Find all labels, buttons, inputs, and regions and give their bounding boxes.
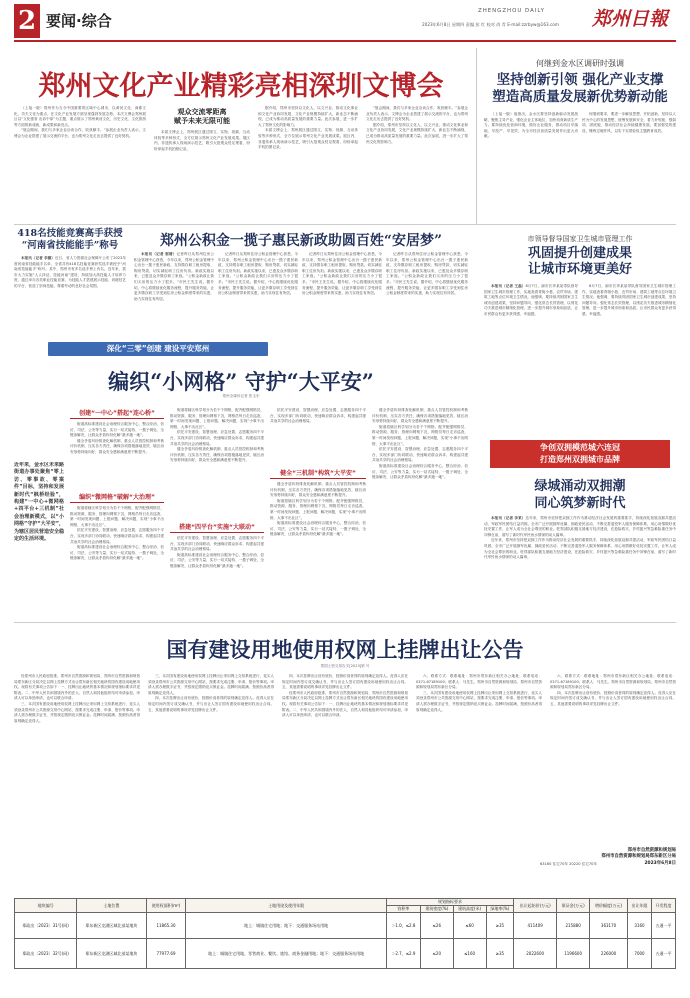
body-text: 健全矛盾纠纷排查化解机制、重点人员管控机制和考核评价机制，压实各方责任，确保各项措施落地见效，辖区治安形势持续向好，群众安全感和满意度不断提升。 街道将辖区科学划分为若干个网格，配齐配强网格员，推动资源、服务、管理向网格下沉，网格员每日走访巡查，第一时间发现问题、上报问题、解决问题，实现“小事不出网格、大事不出社区”。 街道高标准建设社会治理综合服务中心，整合综治、信访、司法、公安等力量，实行一站式接待、一揽子调处、全链条解决，让群众矛盾纠纷化解“最多跑一地”。 [270,482,366,537]
sub-heading: 健全“三机制”构筑“大平安” [270,468,366,479]
article-subtitle: 观众交流零距离 赋予未来无限可能 [174,108,230,125]
term-extra: 住宅70年 [581,862,598,866]
body-text: 记者昨日从郑州住房公积金管理中心获悉，今年以来，郑州公积金管理中心出台一揽子惠民新政，支持缴存职工租房提取、购房贷款，切实减轻职工住房负担。新政实施以来，已惠及众多缴存职工家庭。“公积金新政让我们买房的压力小了很多。”市民王先生说。据介绍，中心将继续优化服务流程，提升服务效能，让更多缴存职工享受到住房公积金制度带来的实惠，助力实现住有所居。 [134,252,214,301]
cell: 郑政出〔2023〕32号(网) [15,939,77,969]
column-divider [476,48,477,224]
article-body-left [484,284,578,438]
article-title: 郑州公积金一揽子惠民新政助圆百姓“安居梦” [159,233,443,249]
section-rule [14,622,676,623]
paper-logo: 郑州日報 [592,8,669,30]
body-text: 6月7日，副市长李某某带队督导国家卫生城市管理工作，实地查看背街小巷、农贸市场、建筑工地等点位环境卫生情况。他强调，要持续巩固国家卫生城市创建成果，坚持问题导向，强化常态长效管理，以绣花功夫推进城市精细化管理，进一步提升城市形象和品质，让市民群众有更多获得感、幸福感。 [582,284,676,316]
article-skills-award [14,228,126,338]
notice-col-4 [416,674,542,894]
article-body-col4 [386,252,468,338]
table-extra-values [540,862,676,867]
section-rule [14,224,676,225]
deposit-extra: 20220 [569,862,581,866]
body-text: 本届文博会上，郑州展区通过图文、实物、视频、互动体验等多种形式，全方位展示郑州文化产业发展成果。展区内，非遗传承人现场演示技艺，吸引大批观众驻足观看，纷纷拿起手机拍照记录。 [154,130,250,151]
body-text: 记者昨日从郑州住房公积金管理中心获悉，今年以来，郑州公积金管理中心出台一揽子惠民新政，支持缴存职工租房提取、购房贷款，切实减轻职工住房负担。新政实施以来，已惠及众多缴存职工家庭。“公积金新政让我们买房的压力小了很多。”市民王先生说。据介绍，中心将继续优化服务流程，提升服务效能，让更多缴存职工享受到住房公积金制度带来的实惠，助力实现住有所居。 [302,252,382,296]
notice-col-3 [282,674,408,894]
article-body-col3 [258,106,358,212]
th-dev: 开发程度 [651,899,675,913]
lead-text: （上接一版）郑州作为当今中国重要的区域中心城市，以黄河文化、商都文化、功夫文化为重点，在文化产业发展方面呈现蓬勃发展态势。本次文博会郑州展区以“文化强省 出彩中原”为主题，重点展示了郑州黄河文化、历史文化、文化旅游等方面的新成就、新成果和新亮点。 [14,106,146,127]
article-health-city [484,230,676,440]
article-title: 巩固提升创建成果 让城市环境更美好 [527,246,632,277]
th-increment: 增价幅度(万元) [590,899,628,913]
body-text: 依托平安建设、智慧治理、应急处置、志愿服务四个平台，实现多部门协同联动，快速响应群众诉求，构建起共建共治共享的社会治理格局。 街道高标准建设社会治理综合服务中心，整合综治、信访、司法、公安等力量，实行一站式接待、一揽子调处、全链条解决，让群众矛盾纠纷化解“最多跑一地”。 [170,536,264,568]
special-banner [490,440,670,468]
notice-title: 国有建设用地使用权网上挂牌出让公告 [166,637,524,662]
sub-heading: 创建“一中心”搭起“连心桥” [70,408,164,419]
section-title: 要闻·综合 [46,12,112,30]
article-jinshui-inspection [484,58,676,218]
body-text: 街道高标准建设社会治理综合服务中心，整合综治、信访、司法、公安等力量，实行一站式接待、一揽子调处、全链条解决，让群众矛盾纠纷化解“最多跑一地”。 健全矛盾纠纷排查化解机制、重点人员管控机制和考核评价机制，压实各方责任，确保各项措施落地见效，辖区治安形势持续向好，群众安全感和满意度不断提升。 [70,422,164,454]
body-text: 三、本次国有建设用地使用权网上挂牌出让采用网上交易系统进行，竞买人须登录郑州市公共资源交易中心网站，按要求完成注册、申请、报价等事项。申请人需办理数字证书，并按规定缴纳竞买保证金。挂牌时间届满，按照价高者得原则确定竞得人。 [14,701,140,723]
body-text: 据介绍，郑州市坚持以文化人、以文兴业，推动文化事业和文化产业协同发展，文化产业规模持续扩大，新业态不断涌现，已成为推动高质量发展的重要力量。此次参展，进一步扩大了郑州文化的影响力。 [258,106,358,127]
cell: ＞2.7，≤2.9 [386,939,420,969]
sub-heading: 搭建“四平台”实施“大联动” [170,522,264,533]
body-text: 六、联系方式：联系地址：郑州市郑东新区相关办公地址；联系电话：0371-67189100；联系人：马先生。郑州市自然资源和规划局、郑州市自然资源和规划局郑东新区分局。 [550,674,676,690]
article-double-support [484,440,676,620]
byline: 郑州全媒体记者 张玉东 [222,394,260,398]
intro-text: 近年来，金水区未来路街道办事处聚焦“零上访、零事故、零案件”目标，坚持和发展新时代“枫桥经验”，构建“一中心+微网格+四平台+三机制”社会治理新模式，以“小网格”守护“大平安”，为辖区居民营造安全稳定的生活环境。 [14,462,64,543]
lead-text: （上接一版）他指出，金水区要坚持创新驱动发展战略，聚焦主导产业，强化企业主体地位，加快培育新质生产力。要持续优化营商环境，做好企业服务，推动项目早落地、早投产、早见效，为全市经济高质量发展作出更大贡献。 [484,112,578,139]
cell: ≤60 [453,913,486,939]
cell: 3160 [628,913,652,939]
notice-col-2 [148,674,274,894]
cell: 1196600 [557,939,590,969]
body-text: 街道将辖区科学划分为若干个网格，配齐配强网格员，推动资源、服务、管理向网格下沉，网格员每日走访巡查，第一时间发现问题、上报问题、解决问题，实现“小事不出网格、大事不出社区”。 依托平安建设、智慧治理、应急处置、志愿服务四个平台，实现多部门协同联动，快速响应群众诉求，构建起共建共治共享的社会治理格局。 街道高标准建设社会治理综合服务中心，整合综治、信访、司法、公安等力量，实行一站式接待、一揽子调处、全链条解决，让群众矛盾纠纷化解“最多跑一地”。 [70,506,164,561]
cell: 五通一平 [651,939,675,969]
body-text: 近年来，郑州市坚持把双拥工作作为推动经济社会发展的重要抓手，持续深化拓展双拥共建活动，军政军民团结日益巩固。全市广泛开展拥军优属、拥政爱民活动，不断完善退役军人服务保障体系，用心用情做好优抚安置工作，让军人成为全社会尊崇的职业。驻郑部队积极支援地方经济建设，在抢险救灾、乡村振兴等急难险重任务中冲锋在前，谱写了新时代军民鱼水情深的动人篇章。 [484,538,676,560]
th-far: 容积率 [386,906,420,913]
th-green: 绿地率(%) [486,906,514,913]
article-title: 编织“小网格” 守护“大平安” [108,369,374,394]
article-kicker: 何继到金水区调研时强调 [536,59,624,68]
article-body-left [484,112,578,216]
th-use: 土地用途及使用年限 [186,899,386,913]
th-parcel-no: 地块编号 [15,899,77,913]
article-lead [14,106,146,212]
intro-box [14,462,64,612]
banner-text: 争创双拥模范城六连冠 打造郑州双拥城市品牌 [540,443,620,464]
land-notice [14,626,676,992]
article-title: 郑州文化产业精彩亮相深圳文博会 [38,71,444,102]
body-text: 健全矛盾纠纷排查化解机制、重点人员管控机制和考核评价机制，压实各方责任，确保各项措施落地见效，辖区治安形势持续向好，群众安全感和满意度不断提升。 街道将辖区科学划分为若干个网格，配齐配强网格员，推动资源、服务、管理向网格下沉，网格员每日走访巡查，第一时间发现问题、上报问题、解决问题，实现“小事不出网格、大事不出社区”。 依托平安建设、智慧治理、应急处置、志愿服务四个平台，实现多部门协同联动，快速响应群众诉求，构建起共建共治共享的社会治理格局。 街道高标准建设社会治理综合服务中心，整合综治、信访、司法、公安等力量，实行一站式接待、一揽子调处、全链条解决，让群众矛盾纠纷化解“最多跑一地”。 [372,408,468,480]
article-body-col3 [302,252,382,338]
th-height: 建筑高度(米) [453,906,486,913]
cell: 郑政出〔2023〕31号(网) [15,913,77,939]
body-text: 三、本次国有建设用地使用权网上挂牌出让采用网上交易系统进行，竞买人须登录郑州市公共资源交易中心网站，按要求完成注册、申请、报价等事项。申请人需办理数字证书，并按规定缴纳竞买保证金。挂牌时间届满，按照价高者得原则确定竞得人。 [148,674,274,695]
article-body-col2 [218,252,298,338]
body-text: 依托平安建设、智慧治理、应急处置、志愿服务四个平台，实现多部门协同联动，快速响应群众诉求，构建起共建共治共享的社会治理格局。 [270,408,366,424]
cell: 363170 [590,913,628,939]
date-line: 2023年6月8日 星期四 责编 彭 红 校对 尚 青 E-mail:zzrbyw@163.com [422,22,559,27]
cell: ≤160 [453,939,486,969]
cell: ＞1.0，≤2.8 [386,913,420,939]
th-location: 土地位置 [77,899,146,913]
cell: ≤26 [420,913,453,939]
article-culture-expo [14,48,468,214]
body-text: 经郑州市人民政府批准，郑州市自然资源和规划局、郑州市自然资源和规划局郑东新区分局决定以网上挂牌方式出让郑东新区相关地块的国有建设用地使用权。现将有关事项公告如下：一、挂牌出让地块的基本情况和规划指标要求详见附表。二、中华人民共和国境内外的法人、自然人和其他组织均可申请参加，申请人可以单独申请，也可以联合申请。 [14,674,140,701]
body-text: 记者昨日从郑州住房公积金管理中心获悉，今年以来，郑州公积金管理中心出台一揽子惠民新政，支持缴存职工租房提取、购房贷款，切实减轻职工住房负担。新政实施以来，已惠及众多缴存职工家庭。“公积金新政让我们买房的压力小了很多。”市民王先生说。据介绍，中心将继续优化服务流程，提升服务效能，让更多缴存职工享受到住房公积金制度带来的实惠，助力实现住有所居。 [218,252,298,296]
cell: 411409 [514,913,557,939]
th-density: 建筑密度(%) [420,906,453,913]
term-extra: 住宅70年 [552,862,568,866]
body-text: 据介绍，郑州市坚持以文化人、以文兴业，推动文化事业和文化产业协同发展，文化产业规模持续扩大，新业态不断涌现，已成为推动高质量发展的重要力量。此次参展，进一步扩大了郑州文化的影响力。 [366,122,468,144]
article-body [14,256,126,338]
article-title: 坚持创新引领 强化产业支撑 塑造高质量发展新优势新动能 [492,72,668,105]
article-title: 绿城涌动双拥潮 同心筑梦新时代 [534,479,626,511]
body-text: 街道将辖区科学划分为若干个网格，配齐配强网格员，推动资源、服务、管理向网格下沉，网格员每日走访巡查，第一时间发现问题、上报问题、解决问题，实现“小事不出网格、大事不出社区”。 依托平安建设、智慧治理、应急处置、志愿服务四个平台，实现多部门协同联动，快速响应群众诉求，构建起共建共治共享的社会治理格局。 健全矛盾纠纷排查化解机制、重点人员管控机制和考核评价机制，压实各方责任，确保各项措施落地见效，辖区治安形势持续向好，群众安全感和满意度不断提升。 [170,408,264,463]
article-body-right [582,112,676,216]
cell: 五通一平 [651,913,675,939]
body-text: 四、本次挂牌出让设有底价，按照价高者得的原则确定竞得人。竞得人应在规定时间内签订成交确认书，并与出让人签订国有建设用地使用权出让合同。五、其他需要说明的事项详见挂牌出让文件。 [148,696,274,712]
notice-doc-number: 郑国土资交易告字[2023]第 号 [320,664,370,668]
th-area: 使用权面积(m²) [146,899,186,913]
body-text: 六、联系方式：联系地址：郑州市郑东新区相关办公地址；联系电话：0371-67189100；联系人：马先生。郑州市自然资源和规划局、郑州市自然资源和规划局郑东新区分局。 [416,674,542,690]
special-banner [48,342,268,356]
cell: 郑东新区龙湖区域北部某地块 [77,913,146,939]
byline: 本报讯（记者 李某） [491,516,526,520]
th-planning: 规划指标要求 [386,899,513,906]
th-deposit: 保证金(万元) [557,899,590,913]
body-text: 三、本次国有建设用地使用权网上挂牌出让采用网上交易系统进行，竞买人须登录郑州市公共资源交易中心网站，按要求完成注册、申请、报价等事项。申请人需办理数字证书，并按规定缴纳竞买保证金。挂牌时间届满，按照价高者得原则确定竞得人。 [416,690,542,712]
body-text: “展会期间，我们与多家企业洽谈合作，收获颇丰。”参展企业负责人表示，文博会为企业搭建了展示交流的平台，也为郑州文化走出去提供了良好契机。 [14,128,146,138]
byline: 本报讯（记者 李娜） [21,256,56,260]
body-text: 经郑州市人民政府批准，郑州市自然资源和规划局、郑州市自然资源和规划局郑东新区分局决定以网上挂牌方式出让郑东新区相关地块的国有建设用地使用权。现将有关事项公告如下：一、挂牌出让地块的基本情况和规划指标要求详见附表。二、中华人民共和国境内外的法人、自然人和其他组织均可申请参加，申请人可以单独申请，也可以联合申请。 [282,690,408,718]
article-body-col1 [134,252,214,338]
cell: 11865.30 [146,913,186,939]
cell: 郑东新区龙湖区域北部某地块 [77,939,146,969]
article-grid-governance [14,340,468,612]
cell: 226000 [590,939,628,969]
cell: 7000 [628,939,652,969]
body-text: 四、本次挂牌出让设有底价，按照价高者得的原则确定竞得人。竞得人应在规定时间内签订成交确认书，并与出让人签订国有建设用地使用权出让合同。五、其他需要说明的事项详见挂牌出让文件。 [282,674,408,690]
notice-col-1 [14,674,140,894]
deposit-extra: 63160 [540,862,552,866]
body-text: 何继到要求，要进一步解放思想、开拓创新，坚持以人民为中心的发展思想，统筹发展和安全，着力补短板、强弱项、固底板，推动经济社会持续健康发展。要加强党的建设，锤炼过硬作风，以实干实绩检验主题教育成效。 [582,112,676,133]
article-body [484,516,676,620]
body-text: “展会期间，我们与多家企业洽谈合作，收获颇丰。”参展企业负责人表示，文博会为企业搭建了展示交流的平台，也为郑州文化走出去提供了良好契机。 [366,106,468,122]
article-body-col2 [154,130,250,212]
cell: ≤20 [420,939,453,969]
body-text: 四、本次挂牌出让设有底价，按照价高者得的原则确定竞得人。竞得人应在规定时间内签订成交确认书，并与出让人签订国有建设用地使用权出让合同。五、其他需要说明的事项详见挂牌出让文件。 [550,690,676,706]
page-number: 2 [14,4,40,38]
article-body-right [582,284,676,438]
body-text: 本届文博会上，郑州展区通过图文、实物、视频、互动体验等多种形式，全方位展示郑州文化产业发展成果。展区内，非遗传承人现场演示技艺，吸引大批观众驻足观看，纷纷拿起手机拍照记录。 [258,128,358,150]
masthead [0,0,690,54]
col-2 [170,408,264,612]
article-provident-fund [134,228,468,338]
col-1 [70,408,164,612]
article-title: 418名技能竞赛高手获授 “河南省技能能手”称号 [17,228,123,251]
cell: 77977.69 [146,939,186,969]
cell: ≥35 [486,939,514,969]
notice-col-5 [550,674,676,846]
paper-pinyin: ZHENGZHOU DAILY [478,8,545,14]
cell: 地上：城镇住宅用地、零售商业、餐饮、旅馆、商务金融用地；地下：交通服务场站用地 [186,939,386,969]
col-4 [372,408,468,612]
body-text: 近日，省人力资源社会保障厅公布了2022年度河南省技能能手名单，全省共有418名技能竞赛获奖选手被授予“河南省技能能手”称号。其中，郑州市有多名选手榜上有名。近年来，我市大力实施“人人持证、技能河南”建设，持续加大高技能人才培养力度，通过举办各类职业技能竞赛，为技能人才搭建展示技能、切磋技艺的平台，营造了崇尚技能、尊重劳动的良好社会氛围。 [14,256,126,288]
byline: 本报讯（记者 郭清） [141,252,177,256]
th-term: 出让年限 [628,899,652,913]
cell: ≥35 [486,913,514,939]
body-text: 6月7日，副市长李某某带队督导国家卫生城市管理工作，实地查看背街小巷、农贸市场、建筑工地等点位环境卫生情况。他强调，要持续巩固国家卫生城市创建成果，坚持问题导向，强化常态长效管理，以绣花功夫推进城市精细化管理，进一步提升城市形象和品质，让市民群众有更多获得感、幸福感。 [484,284,578,316]
body-text: 记者昨日从郑州住房公积金管理中心获悉，今年以来，郑州公积金管理中心出台一揽子惠民新政，支持缴存职工租房提取、购房贷款，切实减轻职工住房负担。新政实施以来，已惠及众多缴存职工家庭。“公积金新政让我们买房的压力小了很多。”市民王先生说。据介绍，中心将继续优化服务流程，提升服务效能，让更多缴存职工享受到住房公积金制度带来的实惠，助力实现住有所居。 [386,252,468,296]
body-text: 近年来，郑州市坚持把双拥工作作为推动经济社会发展的重要抓手，持续深化拓展双拥共建活动，军政军民团结日益巩固。全市广泛开展拥军优属、拥政爱民活动，不断完善退役军人服务保障体系，用心用情做好优抚安置工作，让军人成为全社会尊崇的职业。驻郑部队积极支援地方经济建设，在抢险救灾、乡村振兴等急难险重任务中冲锋在前，谱写了新时代军民鱼水情深的动人篇章。 [484,516,676,537]
cell: 地上：城镇住宅用地；地下：交通服务场站用地 [186,913,386,939]
notice-signature: 郑州市自然资源和规划局 郑州市自然资源和规划局郑东新区分局 2023年6月8日 [601,848,676,866]
banner-text: 深化“三零”创建 建设平安郑州 [106,344,210,353]
cell: 215880 [557,913,590,939]
byline: 本报讯（记者 王磊） [491,284,526,288]
land-table [14,898,676,969]
article-kicker: 市领导督导国家卫生城市管理工作 [527,235,633,243]
col-3 [270,408,366,612]
masthead-rule [14,40,676,42]
sub-heading: 编织“微网格”破解“大治理” [70,492,164,503]
cell: 2022600 [514,939,557,969]
table-row [15,913,676,939]
table-row [15,939,676,969]
article-body-col4 [366,106,468,212]
th-start-price: 出让起始价(万元) [514,899,557,913]
